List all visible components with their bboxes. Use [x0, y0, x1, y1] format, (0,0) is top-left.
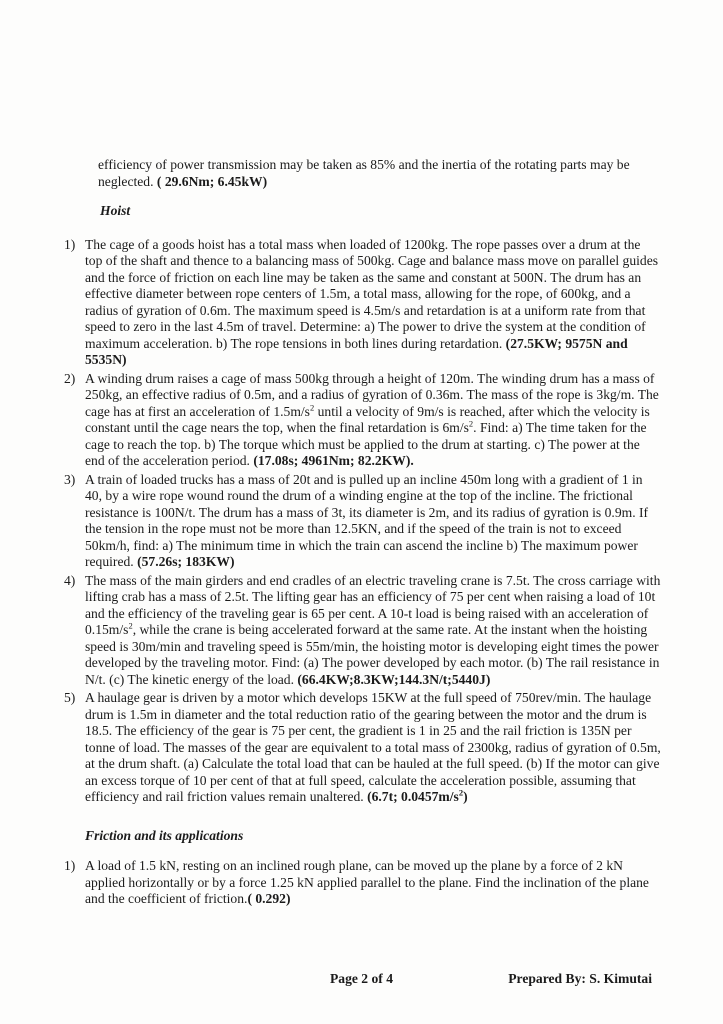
section — [64, 828, 670, 908]
problem-text: The mass of the main girders and end cradles of an electric traveling crane is 7.5t. The cross carriage with lifting crab has a mass of 2.5t. The lifting gear has an efficiency of 75 per cent when raising a load of 10t and the efficiency of the traveling gear is 65 per cent. A 10-t load is being raised with an acceleration of 0.15m/s — [85, 572, 661, 637]
answer-text: (57.26s; 183KW) — [137, 554, 235, 569]
problem-text: 2 — [309, 401, 315, 412]
item-text — [85, 472, 661, 571]
problem-text: A haulage gear is driven by a motor which develops 15KW at the full speed of 750rev/min. The haulage drum is 1.5m in diameter and the total reduction ratio of the gearing between the motor and the drum is 18.5. The efficiency of the gear is 75 per cent, the gradient is 1 in 25 and the rail friction is 135N per tonne of load. The masses of the gear are equivalent to a total mass of 2300kg, radius of gyration of 0.5m, at the drum shaft. (a) Calculate the total load that can be hauled at the full speed. (b) If the motor can give an excess torque of 10 per cent of that at full speed, calculate the acceleration possible, assuming that efficiency and rail friction values remain unaltered. — [85, 690, 661, 804]
problem-text: . Find: a) The time taken for the cage to reach the top. b) The torque which must be applied to the drum at starting. c) The power at the end of the acceleration period. — [85, 420, 647, 468]
problem-item — [64, 237, 670, 369]
document-body — [64, 157, 670, 910]
item-number: 2) — [64, 370, 76, 386]
item-number: 1) — [64, 236, 76, 252]
answer-text: 2 — [458, 787, 464, 798]
problem-item — [64, 690, 670, 806]
problem-text: A train of loaded trucks has a mass of 20t and is pulled up an incline 450m long with a gradient of 1 in 40, by a wire rope wound round the drum of a winding engine at the top of the incline. The frictional resistance is 100N/t. The drum has a mass of 3t, its diameter is 2m, and its radius of gyration is 0.9m. If the tension in the rope must not be more than 12.5KN, and if the speed of the train is not to exceed 50km/h, find: a) The minimum time in which the train can ascend the incline b) The maximum power required. — [85, 471, 649, 569]
problem-text: A winding drum raises a cage of mass 500kg through a height of 120m. The winding drum has a mass of 250kg, an effective radius of 0.5m, and a radius of gyration of 0.36m. The mass of the rope is 3kg/m. The cage has at first an acceleration of 1.5m/s — [85, 370, 659, 419]
problem-text: , while the crane is being accelerated forward at the same rate. At the instant when the hoisting speed is 30m/min and traveling speed is 55m/min, the hoisting motor is developing eight times the power developed by the traveling motor. Find: (a) The power developed by each motor. (b) The rail resistance in N/t. (c) The kinetic energy of the load. — [85, 622, 660, 687]
problem-item — [64, 472, 670, 571]
item-number: 5) — [64, 690, 76, 705]
item-text — [85, 690, 661, 806]
answer-text: (66.4KW;8.3KW;144.3N/t;5440J) — [297, 671, 491, 687]
item-text — [85, 237, 661, 369]
answer-text: ) — [463, 789, 468, 804]
item-text — [85, 858, 661, 908]
problem-text: A load of 1.5 kN, resting on an inclined rough plane, can be moved up the plane by a force of 2 kN applied horizontally or by a force 1.25 kN applied parallel to the plane. Find the inclination of the plane and the coefficient of friction. — [85, 858, 649, 906]
answer-text: (17.08s; 4961Nm; 82.2KW). — [253, 453, 414, 468]
section — [64, 203, 670, 806]
problem-text: 2 — [128, 620, 133, 631]
item-text — [85, 371, 661, 470]
item-number: 1) — [64, 858, 76, 873]
answer-text: ( 0.292) — [247, 891, 291, 906]
problem-text: efficiency of power transmission may be taken as 85% and the inertia of the rotating parts may be neglected. — [98, 157, 630, 189]
item-number: 4) — [64, 572, 76, 588]
item-number: 3) — [64, 471, 76, 487]
answer-text: ( 29.6Nm; 6.45kW) — [156, 173, 268, 189]
problem-text: 2 — [468, 418, 474, 429]
intro-paragraph — [98, 157, 664, 190]
page-number: Page 2 of 4 — [329, 971, 394, 986]
page-footer — [0, 971, 723, 991]
answer-text: (6.7t; 0.0457m/s — [367, 789, 459, 804]
problem-text: The cage of a goods hoist has a total mass when loaded of 1200kg. The rope passes over a drum at the top of the shaft and thence to a balancing mass of 500kg. Cage and balance mass move on parallel guides and the force of friction on each line may be taken as the same and constant at 500N. The drum has an effective diameter between rope centers of 1.5m, a total mass, allowing for the rope, of 600kg, and a radius of gyration of 0.6m. The maximum speed is 4.5m/s and retardation is at a uniform rate from that speed to zero in the last 4.5m of travel. Determine: a) The power to drive the system at the condition of maximum acceleration. b) The rope tensions in both lines during retardation. — [85, 236, 659, 351]
prepared-by: Prepared By: S. Kimutai — [508, 971, 652, 986]
answer-text: (27.5KW; 9575N and 5535N) — [85, 335, 628, 367]
section-heading: Friction and its applications — [85, 827, 244, 843]
section-heading: Hoist — [100, 203, 131, 218]
item-text — [85, 573, 661, 689]
problem-sections — [64, 203, 670, 908]
problem-item — [64, 371, 670, 470]
problem-item — [64, 858, 670, 908]
problem-item — [64, 573, 670, 689]
problem-text: until a velocity of 9m/s is reached, after which the velocity is constant until the cage nears the top, when the final retardation is 6m/s — [85, 403, 650, 435]
